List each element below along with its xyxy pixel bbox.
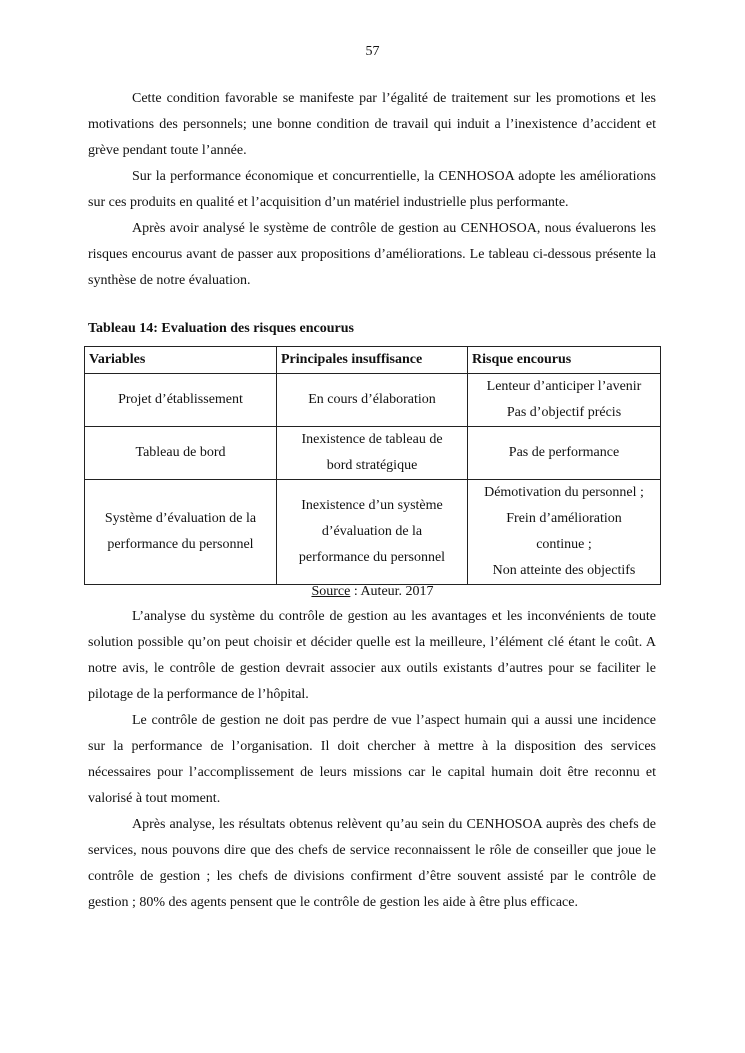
bottom-text-block: [88, 604, 656, 916]
cell-line: Frein d’amélioration: [506, 511, 622, 526]
source-text: : Auteur. 2017: [350, 584, 434, 599]
column-header: Variables: [85, 347, 277, 374]
paragraph: Après avoir analysé le système de contrôle de gestion au CENHOSOA, nous évaluerons les risques encourus avant de passer aux propositions d’améliorations. Le tableau ci-dessous présente la synthèse de notre évaluation.: [88, 221, 656, 288]
source-label: Source: [311, 584, 351, 599]
paragraph: Sur la performance économique et concurrentielle, la CENHOSOA adopte les améliorations sur ces produits en qualité et l’acquisition d’un matériel industrielle plus performante.: [88, 169, 656, 210]
cell-line: Tableau de bord: [135, 445, 226, 460]
cell-line: d’évaluation de la: [321, 524, 423, 539]
cell-line: Inexistence de tableau de: [301, 432, 443, 447]
table-cell: [468, 427, 661, 480]
cell-line: performance du personnel: [298, 550, 446, 565]
column-header: Principales insuffisance: [277, 347, 468, 374]
table-cell: [277, 480, 468, 585]
cell-line: Non atteinte des objectifs: [492, 563, 636, 578]
cell-line: Lenteur d’anticiper l’avenir: [486, 379, 642, 394]
table-header-row: [85, 347, 661, 374]
cell-line: Inexistence d’un système: [301, 498, 443, 513]
cell-line: bord stratégique: [326, 458, 418, 473]
paragraph: Cette condition favorable se manifeste par l’égalité de traitement sur les promotions et les motivations des personnels; une bonne condition de travail qui induit a l’inexistence d’accident et grève pendant toute l’année.: [88, 91, 656, 158]
table-cell: [468, 374, 661, 427]
top-text-block: [88, 86, 656, 294]
cell-line: Système d’évaluation de la: [104, 511, 257, 526]
table-row: [85, 480, 661, 585]
column-header: Risque encourus: [468, 347, 661, 374]
table-cell: [85, 427, 277, 480]
cell-line: Projet d’établissement: [118, 392, 243, 407]
table-source: [0, 583, 745, 601]
table-cell: [277, 374, 468, 427]
table-row: [85, 374, 661, 427]
cell-line: continue ;: [536, 537, 592, 552]
table-row: [85, 427, 661, 480]
table-cell: [468, 480, 661, 585]
page-number: 57: [365, 44, 380, 59]
table-title: Tableau 14: Evaluation des risques encourus: [88, 321, 354, 336]
risk-evaluation-table: [84, 346, 661, 585]
paragraph: Après analyse, les résultats obtenus relèvent qu’au sein du CENHOSOA auprès des chefs de services, nous pouvons dire que des chefs de service reconnaissent le rôle de conseiller que joue le contrôle de gestion ; les chefs de divisions confirment d’être souvent assisté par le contrôle de gestion ; 80% des agents pensent que le contrôle de gestion les aide à être plus efficace.: [88, 817, 656, 910]
table-cell: [85, 374, 277, 427]
table-cell: [277, 427, 468, 480]
table-cell: [85, 480, 277, 585]
cell-line: Pas de performance: [508, 445, 620, 460]
cell-line: Démotivation du personnel ;: [484, 485, 644, 500]
paragraph: Le contrôle de gestion ne doit pas perdre de vue l’aspect humain qui a aussi une incidence sur la performance de l’organisation. Il doit chercher à mettre à la disposition des services nécessaires pour l’accomplissement de leurs missions car le capital humain doit être reconnu et valorisé à tout moment.: [88, 713, 656, 806]
cell-line: En cours d’élaboration: [308, 392, 436, 407]
paragraph: L’analyse du système du contrôle de gestion au les avantages et les inconvénients de toute solution possible qu’on peut choisir et décider quelle est la meilleure, l’élément clé étant le coût. A notre avis, le contrôle de gestion devrait associer aux outils existants d’autres pour se faciliter le pilotage de la performance de l’hôpital.: [88, 609, 656, 702]
cell-line: performance du personnel: [107, 537, 254, 552]
cell-line: Pas d’objectif précis: [506, 405, 622, 420]
